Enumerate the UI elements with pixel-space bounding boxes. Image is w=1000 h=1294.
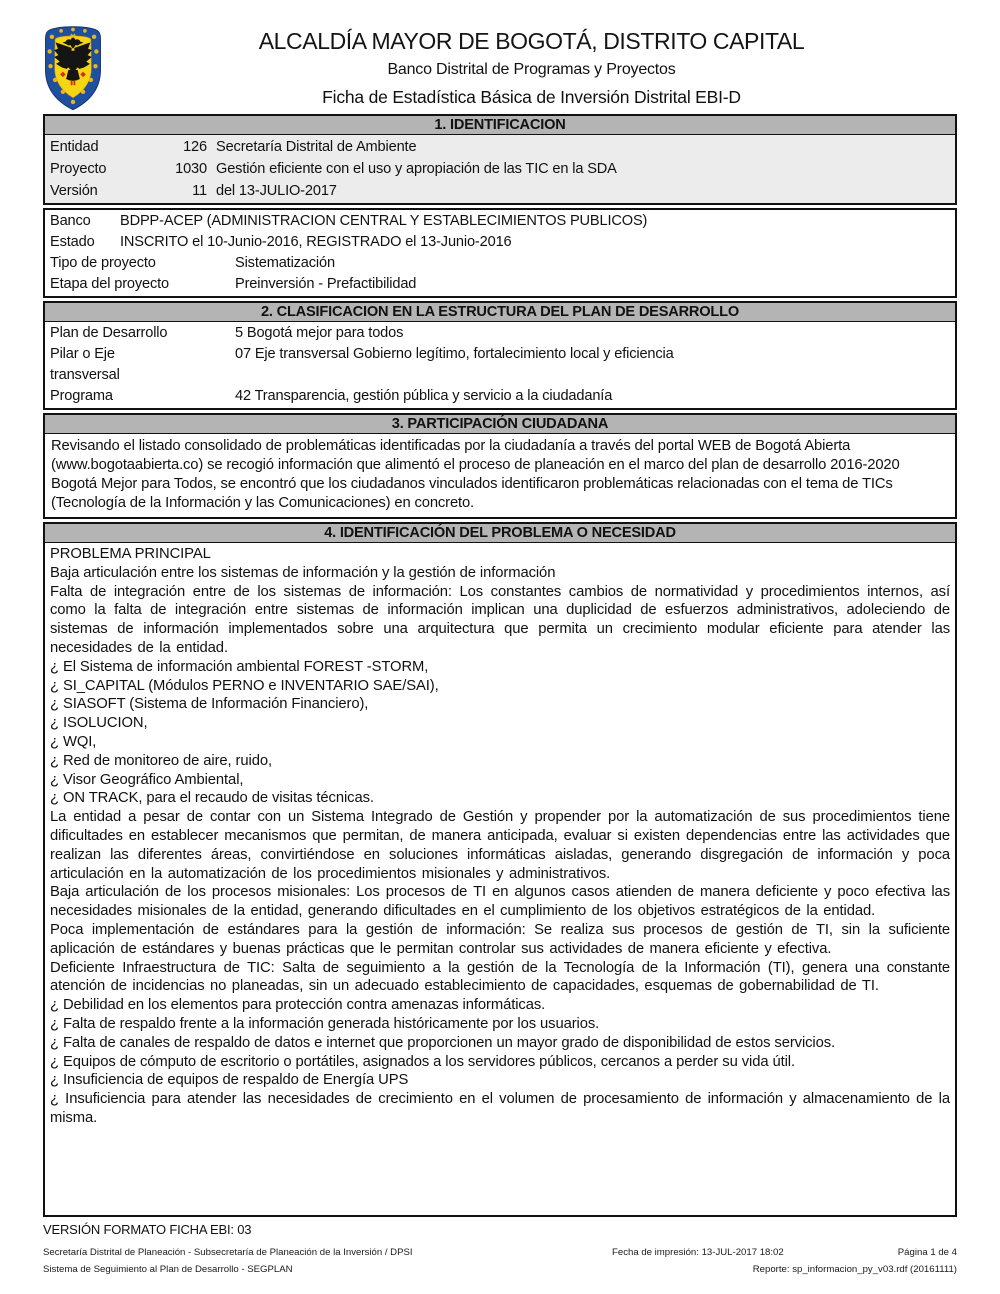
problem-bullet: ¿ Insuficiencia de equipos de respaldo de Energía UPS — [50, 1072, 409, 1089]
problem-paragraph: Baja articulación de los procesos misionales: Los procesos de TI en algunos casos atienden de manera deficiente y poco efectiva las necesidades misionales de la entidad, generando dificultades en el cumplimiento de los objetivos estratégicos de la entidad. — [50, 884, 950, 920]
problem-bullet: ¿ Equipos de cómputo de escritorio o portátiles, asignados a los servidores públicos, cercanos a perder su vida útil. — [50, 1053, 795, 1070]
footer-system-line: Sistema de Seguimiento al Plan de Desarrollo - SEGPLAN — [43, 1264, 293, 1275]
problem-bullet: ¿ Red de monitoreo de aire, ruido, — [50, 752, 272, 769]
section-classification — [43, 301, 957, 410]
section-identification — [43, 114, 957, 205]
problem-bullet: ¿ WQI, — [50, 733, 97, 750]
problem-bullet: ¿ El Sistema de información ambiental FOREST -STORM, — [50, 658, 429, 675]
field-value: INSCRITO el 10-Junio-2016, REGISTRADO el 13-Junio-2016 — [120, 234, 512, 250]
problem-paragraph: Falta de integración entre de los sistemas de información: Los constantes cambios de normatividad y procedimientos internos, así como la falta de integración entre sistemas de información implican una duplicidad de esfuerzos administrativos, adoleciendo de sistemas de información implementados sobre una arquitectura que permita un crecimiento modular eficiente para atender las necesidades de la entidad. — [50, 583, 950, 656]
section-1-title-bar: 1. IDENTIFICACION — [45, 116, 955, 135]
footer-left-block — [43, 1244, 413, 1278]
footer-right-block — [612, 1244, 957, 1278]
title-block — [106, 24, 957, 108]
format-version-label: VERSIÓN FORMATO FICHA EBI: 03 — [43, 1222, 252, 1237]
problem-bullet: ¿ SIASOFT (Sistema de Información Financiero), — [50, 696, 369, 713]
section-problem — [43, 522, 957, 1217]
field-value: Preinversión - Prefactibilidad — [235, 276, 417, 292]
field-label: Banco — [50, 213, 91, 229]
problem-line: Baja articulación entre los sistemas de información y la gestión de información — [50, 564, 556, 581]
document-title: Ficha de Estadística Básica de Inversión Distrital EBI-D — [322, 87, 741, 107]
field-row-entidad — [45, 136, 955, 158]
identification-main-fields — [45, 135, 955, 203]
field-code: 11 — [192, 183, 207, 199]
field-row-programa — [45, 386, 955, 407]
section-4-title-bar: 4. IDENTIFICACIÓN DEL PROBLEMA O NECESIDAD — [45, 524, 955, 543]
section-participation — [43, 413, 957, 519]
document-header — [0, 0, 1000, 114]
field-label: Programa — [50, 388, 113, 404]
document-footer — [43, 1222, 957, 1278]
field-value: Secretaría Distrital de Ambiente — [216, 139, 417, 155]
print-date: Fecha de impresión: 13-JUL-2017 18:02 — [612, 1247, 784, 1258]
problem-bullet: ¿ ISOLUCION, — [50, 715, 148, 732]
field-value: 5 Bogotá mejor para todos — [235, 325, 404, 341]
field-label: Estado — [50, 234, 95, 250]
problem-paragraph: Poca implementación de estándares para la gestión de información: Se realiza sus procesos de gestión de TI, sin la suficiente aplicación de estándares y buenas prácticas que le permitan controlar sus actividades de manera eficiente y efectiva. — [50, 921, 950, 957]
bank-subtitle: Banco Distrital de Programas y Proyectos — [387, 61, 676, 78]
field-value: 42 Transparencia, gestión pública y servicio a la ciudadanía — [235, 388, 613, 404]
problem-bullet: ¿ Insuficiencia para atender las necesidades de crecimiento en el volumen de procesamiento de información y almacenamiento de la misma. — [50, 1091, 950, 1126]
section-3-title-bar: 3. PARTICIPACIÓN CIUDADANA — [45, 415, 955, 434]
field-value: Sistematización — [235, 255, 335, 271]
field-row-plan-desarrollo — [45, 323, 955, 344]
field-value: BDPP-ACEP (ADMINISTRACION CENTRAL Y ESTABLECIMIENTOS PUBLICOS) — [120, 213, 648, 229]
field-label: Etapa del proyecto — [50, 276, 169, 292]
field-row-banco — [45, 211, 955, 232]
problem-bullet: ¿ Visor Geográfico Ambiental, — [50, 771, 244, 788]
field-value: 07 Eje transversal Gobierno legítimo, fortalecimiento local y eficiencia — [235, 346, 674, 362]
problem-paragraph: Deficiente Infraestructura de TIC: Salta de seguimiento a la gestión de la Tecnología de la Información (TI), genera una constante atención de incidencias no planeadas, sin un adecuado establecimiento de capacidades, esquemas de gobernabilidad de TI. — [50, 959, 950, 995]
field-value: del 13-JULIO-2017 — [216, 183, 337, 199]
field-code: 1030 — [175, 161, 207, 177]
field-code: 126 — [183, 139, 207, 155]
section-2-title-bar: 2. CLASIFICACION EN LA ESTRUCTURA DEL PLAN DE DESARROLLO — [45, 303, 955, 322]
field-label: Pilar o Eje transversal — [50, 346, 120, 383]
organization-title: ALCALDÍA MAYOR DE BOGOTÁ, DISTRITO CAPITAL — [258, 28, 805, 54]
field-label: Tipo de proyecto — [50, 255, 156, 271]
field-row-etapa-proyecto — [45, 274, 955, 295]
problem-bullet: ¿ SI_CAPITAL (Módulos PERNO e INVENTARIO SAE/SAI), — [50, 677, 439, 694]
report-name: Reporte: sp_informacion_py_v03.rdf (20161111) — [752, 1264, 957, 1275]
field-label: Versión — [50, 183, 98, 199]
bogota-coat-of-arms-icon — [40, 24, 106, 112]
footer-entity-line: Secretaría Distrital de Planeación - Subsecretaría de Planeación de la Inversión / DPSI — [43, 1247, 413, 1258]
problem-paragraph: La entidad a pesar de contar con un Sistema Integrado de Gestión y propender por la automatización de sus procedimientos tiene dificultades en establecer mecanismos que permitan, de manera anticipada, evaluar si existen dependencias entre las actividades que realizan las diferentes áreas, convirtiéndose en soluciones informáticas aisladas, generando disgregación de información y poca articulación en la automatización de los procedimientos misionales y administrativos. — [50, 809, 950, 882]
field-row-estado — [45, 232, 955, 253]
participation-text: Revisando el listado consolidado de problemáticas identificadas por la ciudadanía a través del portal WEB de Bogotá Abierta (www.bogotaabierta.co) se recogió información que alimentó el proceso de planeación en el marco del plan de desarrollo 2016-2020 Bogotá Mejor para Todos, se encontró que los ciudadanos vinculados identificaron problemáticas relacionadas con el tema de TICs (Tecnología de la Información y las Comunicaciones) en concreto. — [51, 438, 900, 511]
page-number: Página 1 de 4 — [897, 1247, 957, 1258]
problem-heading: PROBLEMA PRINCIPAL — [50, 546, 211, 562]
problem-bullet: ¿ ON TRACK, para el recaudo de visitas técnicas. — [50, 790, 374, 807]
field-label: Proyecto — [50, 161, 107, 177]
field-label: Entidad — [50, 139, 99, 155]
problem-bullet: ¿ Debilidad en los elementos para protección contra amenazas informáticas. — [50, 997, 546, 1014]
field-row-proyecto — [45, 158, 955, 180]
field-label: Plan de Desarrollo — [50, 325, 168, 341]
identification-secondary-box — [43, 208, 957, 298]
problem-bullet: ¿ Falta de canales de respaldo de datos e internet que proporcionen un mayor grado de disponibilidad de estos servicios. — [50, 1034, 836, 1051]
field-value: Gestión eficiente con el uso y apropiación de las TIC en la SDA — [216, 161, 617, 177]
problem-bullet: ¿ Falta de respaldo frente a la información generada históricamente por los usuarios. — [50, 1015, 600, 1032]
problem-content — [45, 543, 955, 1215]
field-row-version — [45, 180, 955, 202]
field-row-pilar-eje — [45, 344, 955, 386]
field-row-tipo-proyecto — [45, 253, 955, 274]
